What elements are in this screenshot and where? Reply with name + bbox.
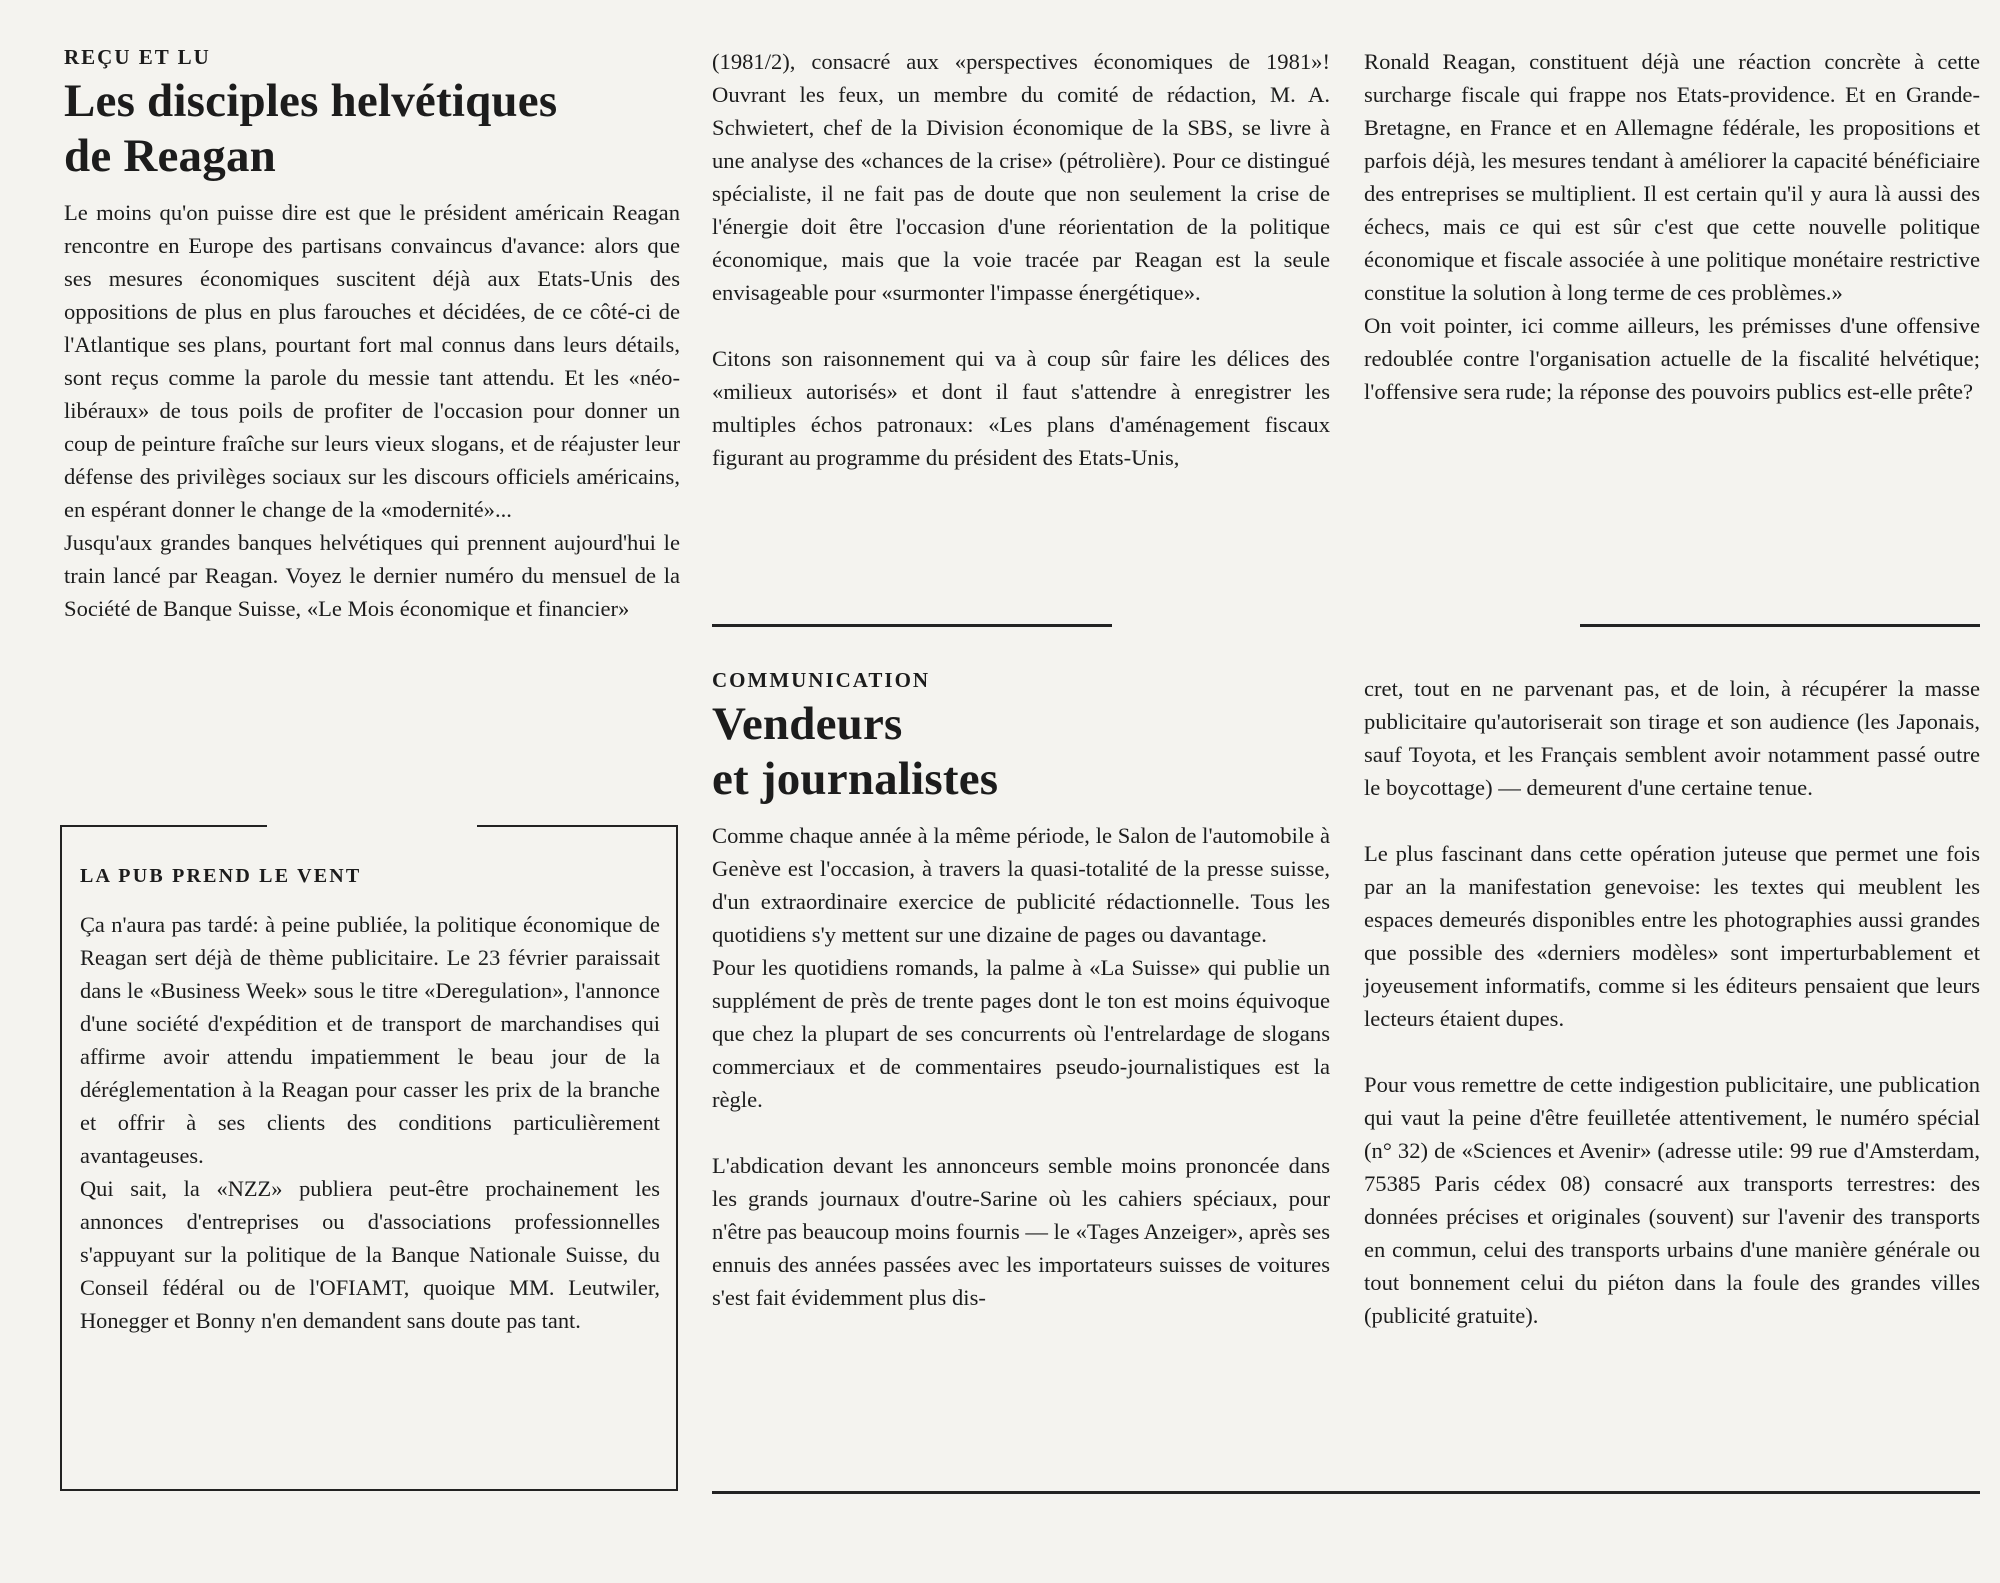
article1-title-line2: de Reagan (64, 130, 276, 182)
article2-paragraph-3-part2: cret, tout en ne parvenant pas, et de loin, à récupérer la masse publicitaire qu'autoriserait son tirage et son audience (les Japonais, sauf Toyota, et les Français semblent avoir notamment passé outre le boycottage) — demeurent d'une certaine tenue. (1364, 676, 1980, 800)
divider-rule-col3 (1580, 624, 1980, 627)
box-content (80, 865, 660, 1337)
divider-rule-col2 (712, 624, 1112, 627)
article2-paragraph-4: Le plus fascinant dans cette opération juteuse que permet une fois par an la manifestation genevoise: les textes qui meublent les espaces demeurés disponibles entre les photographies aussi grandes que possible des «derniers modèles» sont imperturbablement et joyeusement informatifs, comme si les éditeurs pensaient que leurs lecteurs étaient dupes. (1364, 841, 1980, 1031)
article2-paragraph-3-part1: L'abdication devant les annonceurs semble moins prononcée dans les grands journaux d'outre-Sarine où les cahiers spéciaux, pour n'être pas beaucoup moins fournis — le «Tages Anzeiger», après ses ennuis des années passées avec les importateurs suisses de voitures s'est fait évidemment plus dis- (712, 1153, 1330, 1310)
article1-paragraph-2-part2: (1981/2), consacré aux «perspectives économiques de 1981»! Ouvrant les feux, un membre du comité de rédaction, M. A. Schwietert, chef de la Division économique de la SBS, se livre à une analyse des «chances de la crise» (pétrolière). Pour ce distingué spécialiste, il ne fait pas de doute que non seulement la crise de l'énergie doit être l'occasion d'une réorientation de la politique économique, mais que la voie tracée par Reagan est la seule envisageable pour «surmonter l'impasse énergétique». (712, 49, 1330, 305)
article1-paragraph-1: Le moins qu'on puisse dire est que le président américain Reagan rencontre en Europe des partisans convaincus d'avance: alors que ses mesures économiques suscitent déjà aux Etats-Unis des oppositions de plus en plus farouches et décidées, de ce côté-ci de l'Atlantique ses plans, pourtant fort mal connus dans leurs détails, sont reçus comme la parole du messie tant attendu. Et les «néo-libéraux» de tous poils de profiter de l'occasion pour donner un coup de peinture fraîche sur leurs vieux slogans, et de réajuster leur défense des privilèges sociaux sur les discours officiels américains, en espérant donner le change de la «modernité»... (64, 200, 680, 522)
article2-title-line2: et journalistes (712, 753, 999, 805)
article2-paragraph-1: Comme chaque année à la même période, le Salon de l'automobile à Genève est l'occasion, à travers la quasi-totalité de la presse suisse, d'un extraordinaire exercice de publicité rédactionnelle. Tous les quotidiens s'y mettent sur une dizaine de pages ou davantage. (712, 823, 1330, 947)
box-kicker: LA PUB PREND LE VENT (80, 865, 362, 887)
article2-top (712, 668, 1330, 1314)
article1-paragraph-3-part1: Citons son raisonnement qui va à coup sûr faire les délices des «milieux autorisés» et dont il faut s'attendre à enregistrer les multiples échos patronaux: «Les plans d'aménagement fiscaux figurant au programme du président des Etats-Unis, (712, 346, 1330, 470)
article2-paragraph-5: Pour vous remettre de cette indigestion publicitaire, une publication qui vaut la peine d'être feuilletée attentivement, le numéro spécial (n° 32) de «Sciences et Avenir» (adresse utile: 99 rue d'Amsterdam, 75385 Paris cédex 08) consacré aux transports terrestres: des données précises et originales (souvent) sur l'avenir des transports en commun, celui des transports urbains d'une manière générale ou tout bonnement celui du piéton dans la foule des grandes villes (publicité gratuite). (1364, 1072, 1980, 1328)
article1-kicker: REÇU ET LU (64, 45, 211, 69)
bottom-rule (712, 1491, 1980, 1494)
article1-paragraph-3-part2: Ronald Reagan, constituent déjà une réaction concrète à cette surcharge fiscale qui frappe nos Etats-providence. Et en Grande-Bretagne, en France et en Allemagne fédérale, les propositions et parfois déjà, les mesures tendant à améliorer la capacité bénéficiaire des entreprises se multiplient. Il est certain qu'il y aura là aussi des échecs, mais ce qui est sûr c'est que cette nouvelle politique économique et fiscale associée à une politique monétaire restrictive constitue la solution à long terme de ces problèmes.» (1364, 49, 1980, 305)
article1-title (64, 74, 680, 184)
article1-title-line1: Les disciples helvétiques (64, 75, 558, 127)
column-3 (1364, 45, 1980, 408)
article1-paragraph-4: On voit pointer, ici comme ailleurs, les prémisses d'une offensive redoublée contre l'organisation actuelle de la fiscalité helvétique; l'offensive sera rude; la réponse des pouvoirs publics est-elle prête? (1364, 313, 1980, 404)
column-2 (712, 45, 1330, 474)
article2-title (712, 697, 1330, 807)
box-paragraph-2: Qui sait, la «NZZ» publiera peut-être prochainement les annonces d'entreprises ou d'associations professionnelles s'appuyant sur la politique de la Banque Nationale Suisse, du Conseil fédéral ou de l'OFIAMT, quoique MM. Leutwiler, Honegger et Bonny n'en demandent sans doute pas tant. (80, 1176, 660, 1333)
article2-title-line1: Vendeurs (712, 698, 903, 750)
sidebar-box (60, 825, 678, 1491)
article1-paragraph-2-part1: Jusqu'aux grandes banques helvétiques qui prennent aujourd'hui le train lancé par Reagan. Voyez le dernier numéro du mensuel de la Société de Banque Suisse, «Le Mois économique et financier» (64, 530, 680, 621)
article2-paragraph-2: Pour les quotidiens romands, la palme à «La Suisse» qui publie un supplément de près de trente pages dont le ton est moins équivoque que chez la plupart de ses concurrents où l'entrelardage de slogans commerciaux et de commentaires pseudo-journalistiques est la règle. (712, 955, 1330, 1112)
box-border-gap (267, 824, 477, 829)
article2-continued (1364, 672, 1980, 1332)
column-1 (64, 45, 680, 625)
article2-kicker: COMMUNICATION (712, 668, 931, 692)
box-paragraph-1: Ça n'aura pas tardé: à peine publiée, la politique économique de Reagan sert déjà de thème publicitaire. Le 23 février paraissait dans le «Business Week» sous le titre «Deregulation», l'annonce d'une société d'expédition et de transport de marchandises qui affirme avoir attendu impatiemment le beau jour de la déréglementation à la Reagan pour casser les prix de la branche et offrir à ses clients des conditions particulièrement avantageuses. (80, 912, 660, 1168)
